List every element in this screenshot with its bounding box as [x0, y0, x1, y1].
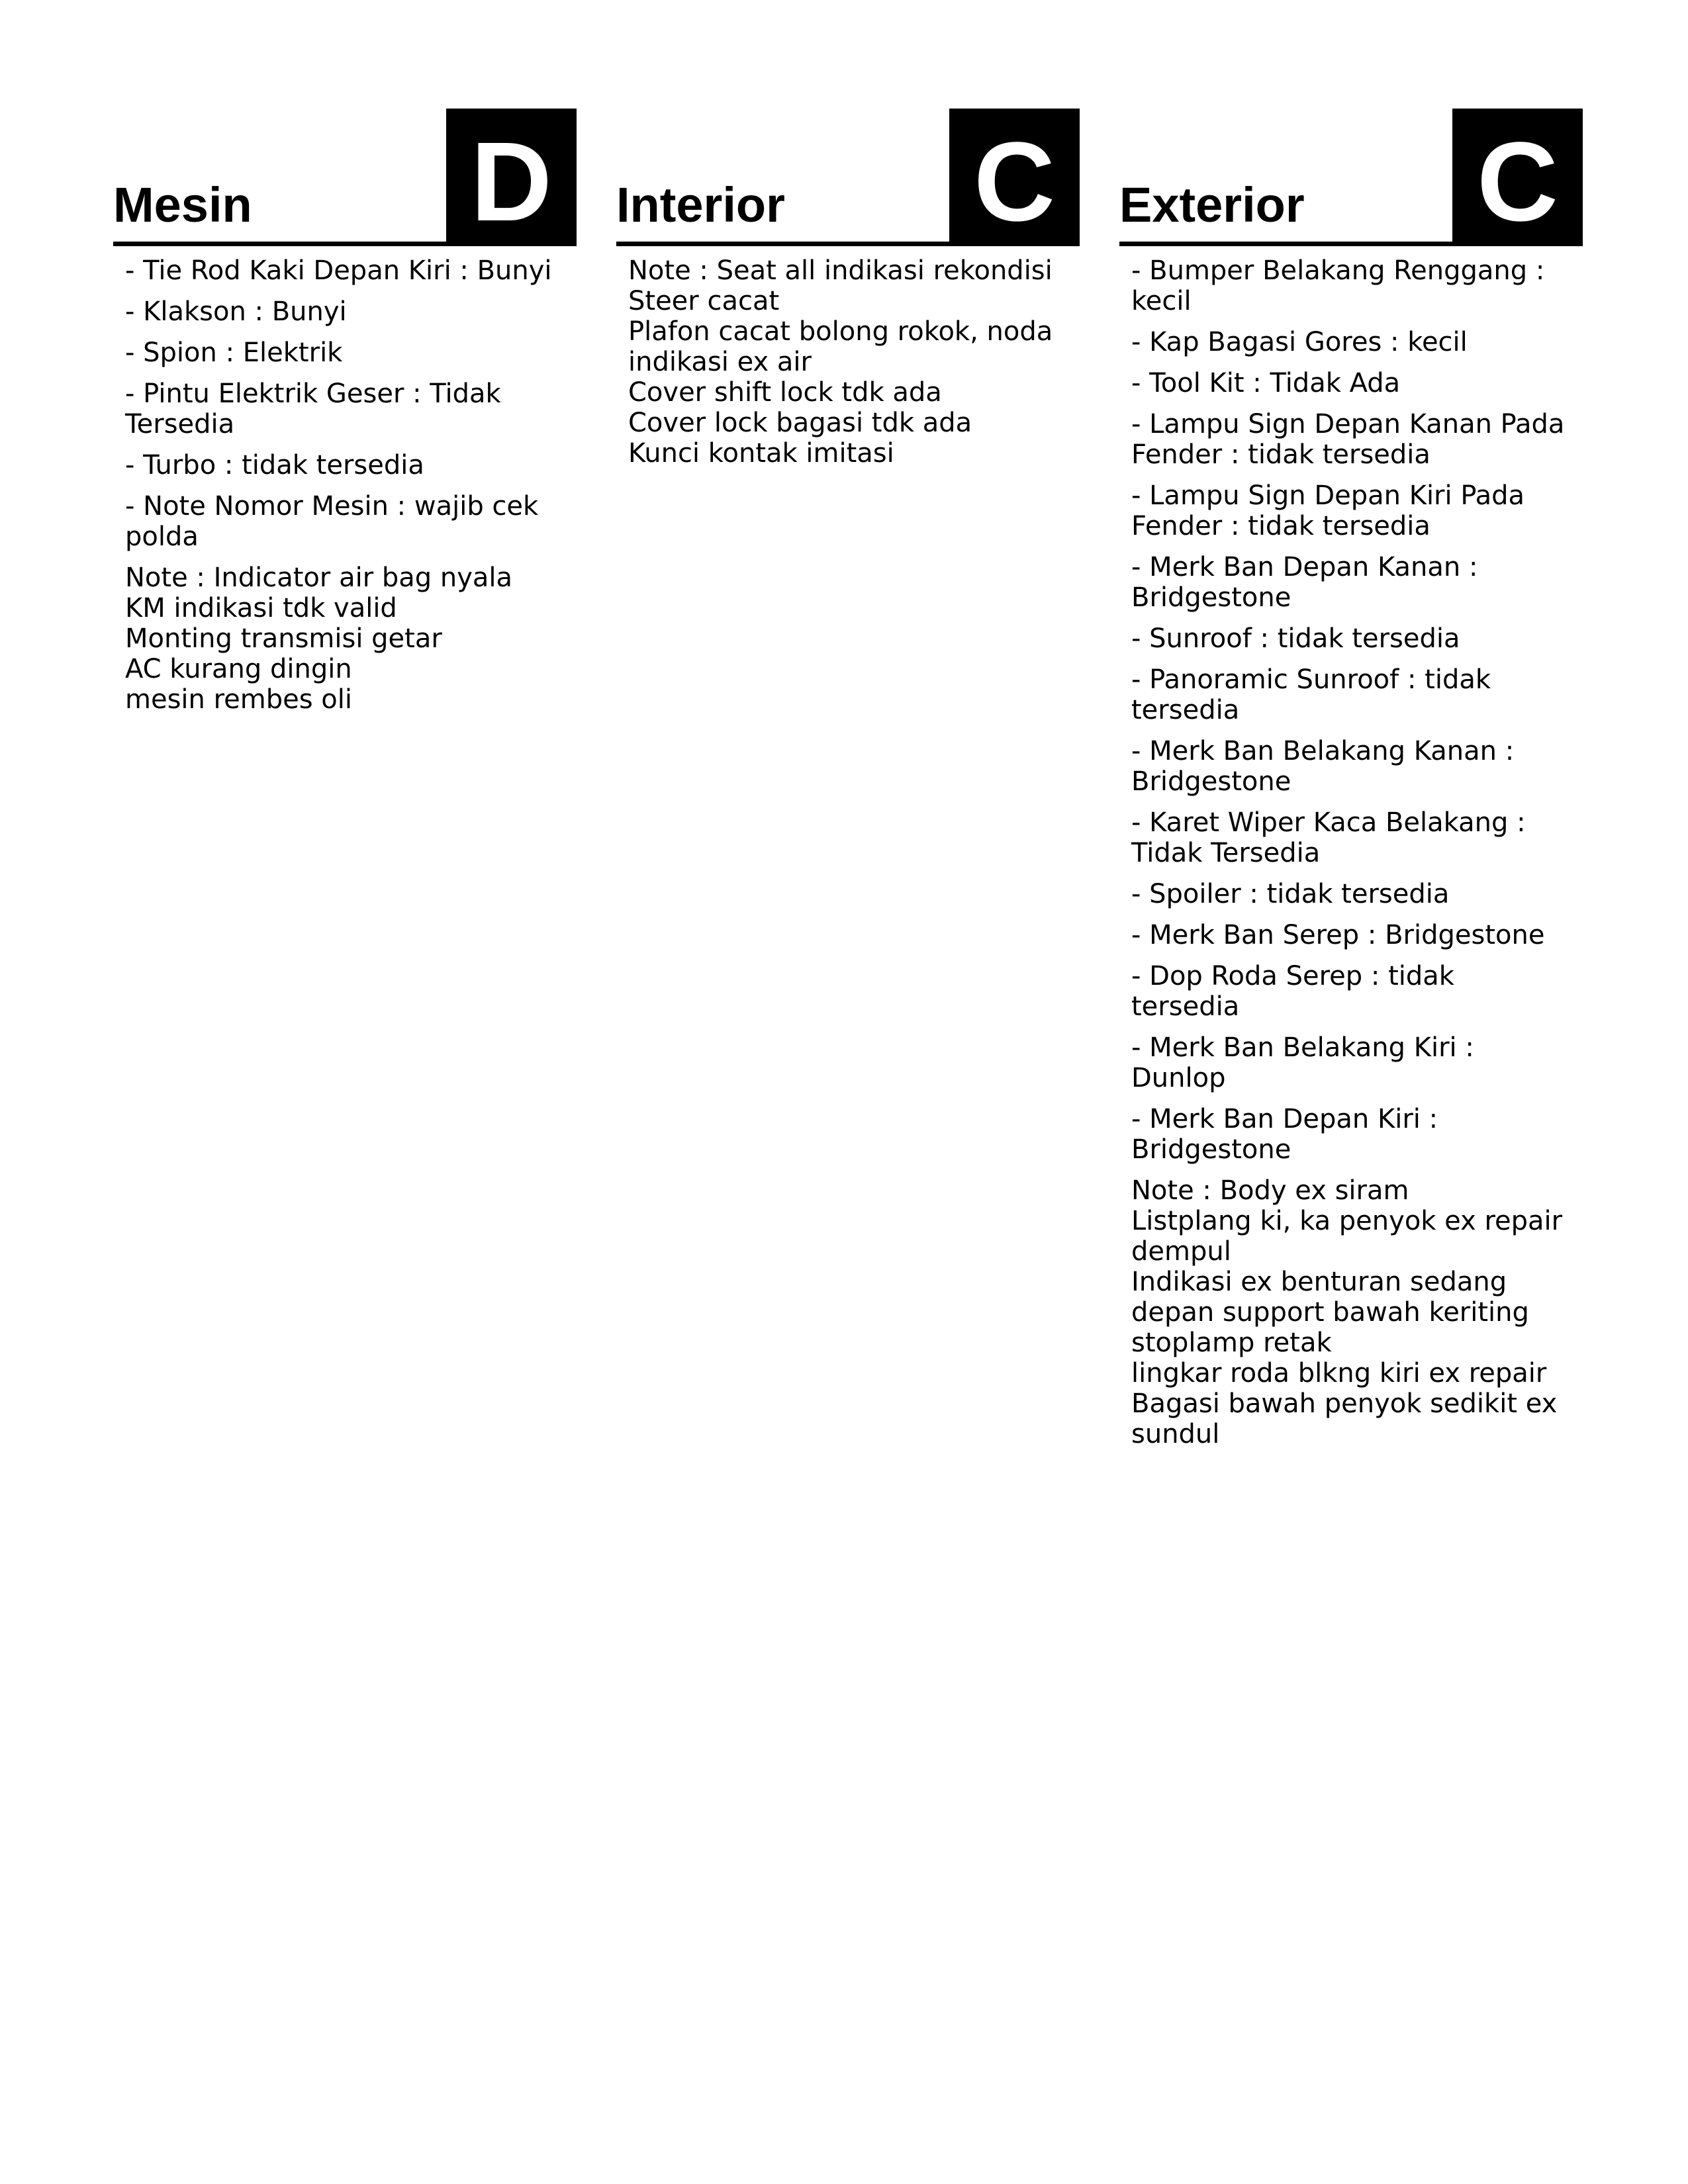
note-block — [125, 563, 559, 715]
note-line: Indikasi ex benturan sedang depan support bawah keriting — [1131, 1267, 1529, 1328]
note-line: Note : Indicator air bag nyala — [125, 563, 513, 593]
grade-badge: D — [446, 109, 577, 242]
list-item: - Klakson : Bunyi — [125, 296, 347, 327]
note-line: Plafon cacat bolong rokok, noda indikasi ex air — [628, 316, 1053, 377]
note-line: Kunci kontak imitasi — [628, 438, 894, 469]
list-item: - Tie Rod Kaki Depan Kiri : Bunyi — [125, 255, 552, 286]
list-item: - Turbo : tidak tersedia — [125, 450, 424, 480]
grade-badge: C — [1452, 109, 1583, 242]
list-item: - Dop Roda Serep : tidak tersedia — [1131, 961, 1454, 1022]
note-line: Cover shift lock tdk ada — [628, 377, 942, 408]
section-body — [113, 246, 559, 715]
section-header — [616, 109, 1080, 246]
section-header — [1119, 109, 1583, 246]
list-item: - Panoramic Sunroof : tidak tersedia — [1131, 664, 1491, 725]
section-exterior — [1119, 109, 1583, 1449]
note-line: Listplang ki, ka penyok ex repair dempul — [1131, 1206, 1563, 1267]
section-title: Exterior — [1119, 177, 1305, 232]
note-line: Cover lock bagasi tdk ada — [628, 408, 972, 438]
list-item: - Merk Ban Depan Kiri : Bridgestone — [1131, 1104, 1438, 1165]
list-item: - Merk Ban Belakang Kiri : Dunlop — [1131, 1032, 1474, 1093]
note-line: Monting transmisi getar — [125, 623, 442, 654]
section-title: Mesin — [113, 177, 252, 232]
list-item: - Note Nomor Mesin : wajib cek polda — [125, 491, 539, 552]
section-header — [113, 109, 577, 246]
section-title: Interior — [616, 177, 785, 232]
list-item: - Merk Ban Depan Kanan : Bridgestone — [1131, 552, 1478, 613]
section-interior — [616, 109, 1080, 469]
list-item: - Lampu Sign Depan Kiri Pada Fender : tidak tersedia — [1131, 480, 1525, 541]
note-line: stoplamp retak — [1131, 1328, 1332, 1358]
note-line: AC kurang dingin — [125, 654, 352, 684]
note-block — [628, 255, 1062, 469]
list-item: - Merk Ban Serep : Bridgestone — [1131, 920, 1545, 950]
list-item: - Sunroof : tidak tersedia — [1131, 623, 1460, 654]
list-item: - Spion : Elektrik — [125, 338, 343, 368]
note-line: Note : Seat all indikasi rekondisi — [628, 255, 1053, 286]
section-body — [616, 246, 1062, 469]
grade-badge: C — [949, 109, 1080, 242]
note-line: Bagasi bawah penyok sedikit ex sundul — [1131, 1388, 1558, 1449]
list-item: - Tool Kit : Tidak Ada — [1131, 368, 1401, 398]
section-mesin — [113, 109, 577, 715]
note-line: KM indikasi tdk valid — [125, 593, 397, 623]
note-line: Steer cacat — [628, 286, 780, 316]
list-item: - Karet Wiper Kaca Belakang : Tidak Tersedia — [1131, 807, 1526, 868]
list-item: - Kap Bagasi Gores : kecil — [1131, 327, 1468, 357]
list-item: - Bumper Belakang Renggang : kecil — [1131, 255, 1545, 316]
note-block — [1131, 1175, 1565, 1449]
note-line: Note : Body ex siram — [1131, 1175, 1409, 1206]
list-item: - Lampu Sign Depan Kanan Pada Fender : tidak tersedia — [1131, 409, 1565, 470]
list-item: - Pintu Elektrik Geser : Tidak Tersedia — [125, 379, 501, 439]
note-line: mesin rembes oli — [125, 684, 352, 715]
list-item: - Spoiler : tidak tersedia — [1131, 879, 1450, 909]
list-item: - Merk Ban Belakang Kanan : Bridgestone — [1131, 736, 1515, 797]
section-body — [1119, 246, 1565, 1449]
note-line: lingkar roda blkng kiri ex repair — [1131, 1358, 1547, 1388]
